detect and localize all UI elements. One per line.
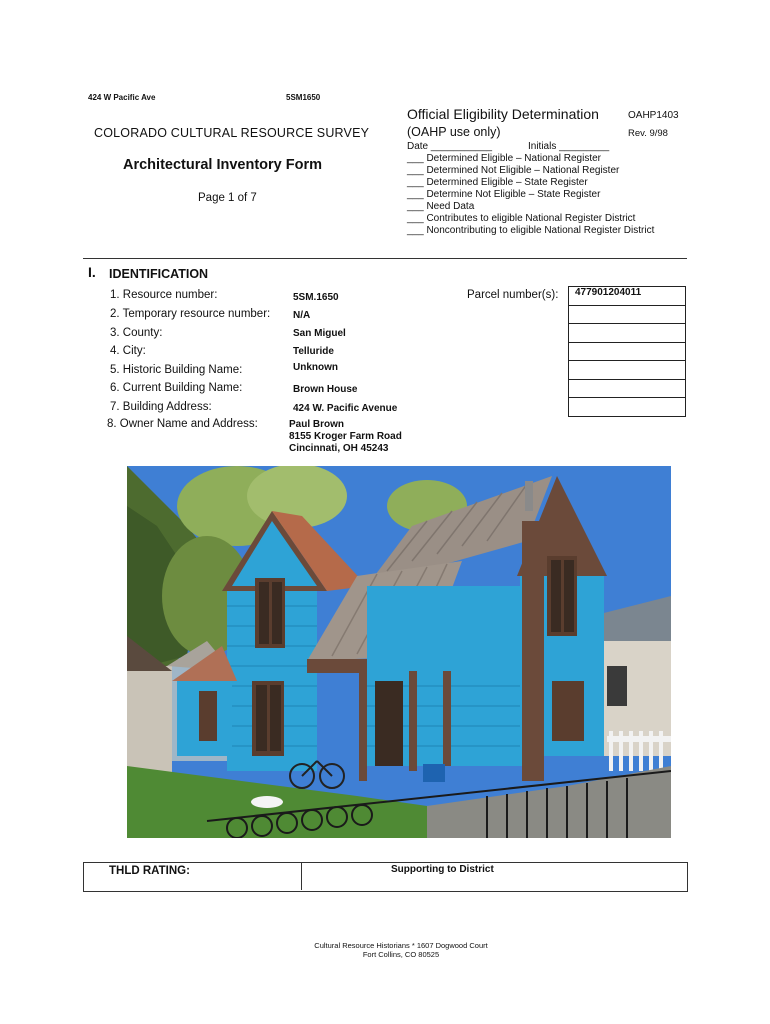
- field-label: 5. Historic Building Name:: [110, 364, 243, 376]
- field-label: 7. Building Address:: [110, 401, 212, 413]
- eligibility-option: ___ Determined Eligible – National Register: [407, 153, 601, 164]
- header-address: 424 W Pacific Ave: [88, 93, 156, 102]
- field-label: 3. County:: [110, 327, 163, 339]
- field-label: 1. Resource number:: [110, 289, 218, 301]
- parcel-cell: [569, 379, 686, 398]
- field-label: 6. Current Building Name:: [110, 382, 243, 394]
- rating-value: Supporting to District: [391, 864, 494, 875]
- initials-line: Initials _________: [528, 141, 610, 152]
- field-label: 8. Owner Name and Address:: [107, 418, 258, 430]
- field-value: 424 W. Pacific Avenue: [293, 403, 398, 414]
- parcel-cell: [569, 305, 686, 324]
- field-label: 2. Temporary resource number:: [110, 308, 271, 320]
- eligibility-options: [407, 153, 654, 237]
- eligibility-option: ___ Determine Not Eligible – State Register: [407, 189, 601, 200]
- field-value: 5SM.1650: [293, 292, 339, 303]
- field-label: 4. City:: [110, 345, 146, 357]
- field-value: N/A: [293, 310, 311, 321]
- parcel-cell: 477901204011: [569, 287, 686, 306]
- parcel-label: Parcel number(s):: [467, 289, 559, 301]
- owner-name: Paul Brown: [289, 419, 345, 430]
- revision: Rev. 9/98: [628, 128, 668, 139]
- form-code: OAHP1403: [628, 110, 679, 121]
- parcel-table: [568, 286, 686, 417]
- section-divider: [83, 258, 687, 259]
- eligibility-title: Official Eligibility Determination: [407, 106, 599, 122]
- rating-divider: [301, 862, 302, 890]
- eligibility-option: ___ Determined Not Eligible – National Register: [407, 165, 620, 176]
- eligibility-subtitle: (OAHP use only): [407, 125, 501, 139]
- page-indicator: Page 1 of 7: [198, 192, 257, 204]
- field-value: Brown House: [293, 384, 358, 395]
- eligibility-option: ___ Need Data: [407, 201, 475, 212]
- owner-address-line: Cincinnati, OH 45243: [289, 443, 389, 454]
- rating-label: THLD RATING:: [109, 865, 190, 877]
- eligibility-option: ___ Determined Eligible – State Register: [407, 177, 588, 188]
- field-value: Unknown: [293, 362, 338, 373]
- header-site-number: 5SM1650: [286, 93, 321, 102]
- parcel-cell: [569, 324, 686, 343]
- section-numeral: I.: [88, 264, 96, 280]
- owner-address-line: 8155 Kroger Farm Road: [289, 431, 402, 442]
- survey-agency: COLORADO CULTURAL RESOURCE SURVEY: [94, 126, 370, 140]
- eligibility-option: ___ Contributes to eligible National Register District: [407, 213, 636, 224]
- field-value: San Miguel: [293, 328, 346, 339]
- parcel-cell: [569, 342, 686, 361]
- date-line: Date ___________: [407, 141, 493, 152]
- field-value: Telluride: [293, 346, 334, 357]
- parcel-cell: [569, 361, 686, 380]
- eligibility-option: ___ Noncontributing to eligible National Register District: [407, 225, 655, 236]
- section-title: IDENTIFICATION: [109, 267, 209, 281]
- footer-line: Cultural Resource Historians * 1607 Dogwood Court: [314, 941, 488, 950]
- parcel-cell: [569, 398, 686, 417]
- building-photo: [127, 466, 671, 838]
- form-title: Architectural Inventory Form: [123, 157, 323, 173]
- footer-line: Fort Collins, CO 80525: [362, 950, 440, 959]
